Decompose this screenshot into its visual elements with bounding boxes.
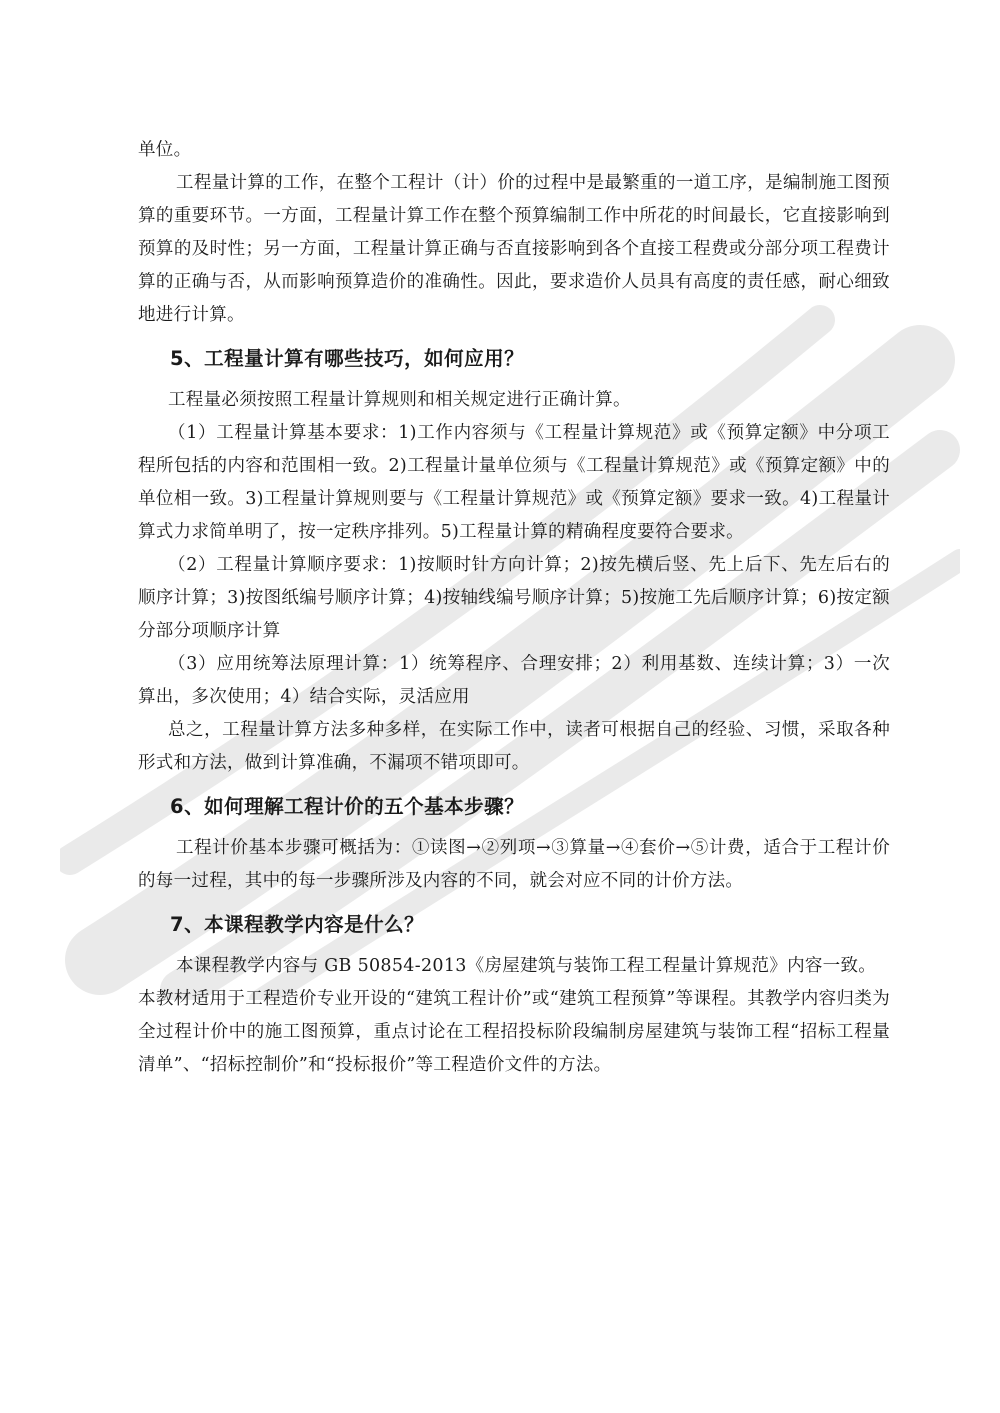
section-intro [138,134,890,332]
section-7 [138,908,890,1082]
heading-5: 5、工程量计算有哪些技巧，如何应用？ [170,347,525,370]
heading-7: 7、本课程教学内容是什么？ [170,913,425,936]
paragraph-5-summary: 总之，工程量计算方法多种多样，在实际工作中，读者可根据自己的经验、习惯，采取各种形式和方法，做到计算准确，不漏项不错项即可。 [138,720,890,773]
paragraph-5-intro: 工程量必须按照工程量计算规则和相关规定进行正确计算。 [168,390,631,410]
section-6 [138,790,890,898]
paragraph-6-steps: 工程计价基本步骤可概括为：①读图→②列项→③算量→④套价→⑤计费，适合于工程计价的每一过程，其中的每一步骤所涉及内容的不同，就会对应不同的计价方法。 [138,838,890,891]
section-5 [138,342,890,780]
heading-6: 6、如何理解工程计价的五个基本步骤？ [170,795,525,818]
paragraph-5-overall-planning: （3）应用统筹法原理计算：1）统筹程序、合理安排；2）利用基数、连续计算；3）一次算出，多次使用；4）结合实际，灵活应用 [138,654,890,707]
paragraph-quantity-work: 工程量计算的工作，在整个工程计（计）价的过程中是最繁重的一道工序，是编制施工图预算的重要环节。一方面，工程量计算工作在整个预算编制工作中所花的时间最长，它直接影响到预算的及时性；另一方面，工程量计算正确与否直接影响到各个直接工程费或分部分项工程费计算的正确与否，从而影响预算造价的准确性。因此，要求造价人员具有高度的责任感，耐心细致地进行计算。 [138,173,890,325]
paragraph-7-applicability: 本教材适用于工程造价专业开设的“建筑工程计价”或“建筑工程预算”等课程。其教学内容归类为全过程计价中的施工图预算，重点讨论在工程招投标阶段编制房屋建筑与装饰工程“招标工程量清单”、“招标控制价”和“投标报价”等工程造价文件的方法。 [138,989,890,1075]
paragraph-7-content: 本课程教学内容与 GB 50854-2013《房屋建筑与装饰工程工程量计算规范》内容一致。 [176,956,877,976]
paragraph-unit: 单位。 [138,140,192,160]
paragraph-5-basic-requirements: （1）工程量计算基本要求：1)工作内容须与《工程量计算规范》或《预算定额》中分项工程所包括的内容和范围相一致。2)工程量计量单位须与《工程量计算规范》或《预算定额》中的单位相一致。3)工程量计算规则要与《工程量计算规范》或《预算定额》要求一致。4)工程量计算式力求简单明了，按一定秩序排列。5)工程量计算的精确程度要符合要求。 [138,423,890,542]
paragraph-5-order-requirements: （2）工程量计算顺序要求：1)按顺时针方向计算；2)按先横后竖、先上后下、先左后右的顺序计算；3)按图纸编号顺序计算；4)按轴线编号顺序计算；5)按施工先后顺序计算；6)按定额分部分项顺序计算 [138,555,890,641]
document-page [138,134,890,1082]
